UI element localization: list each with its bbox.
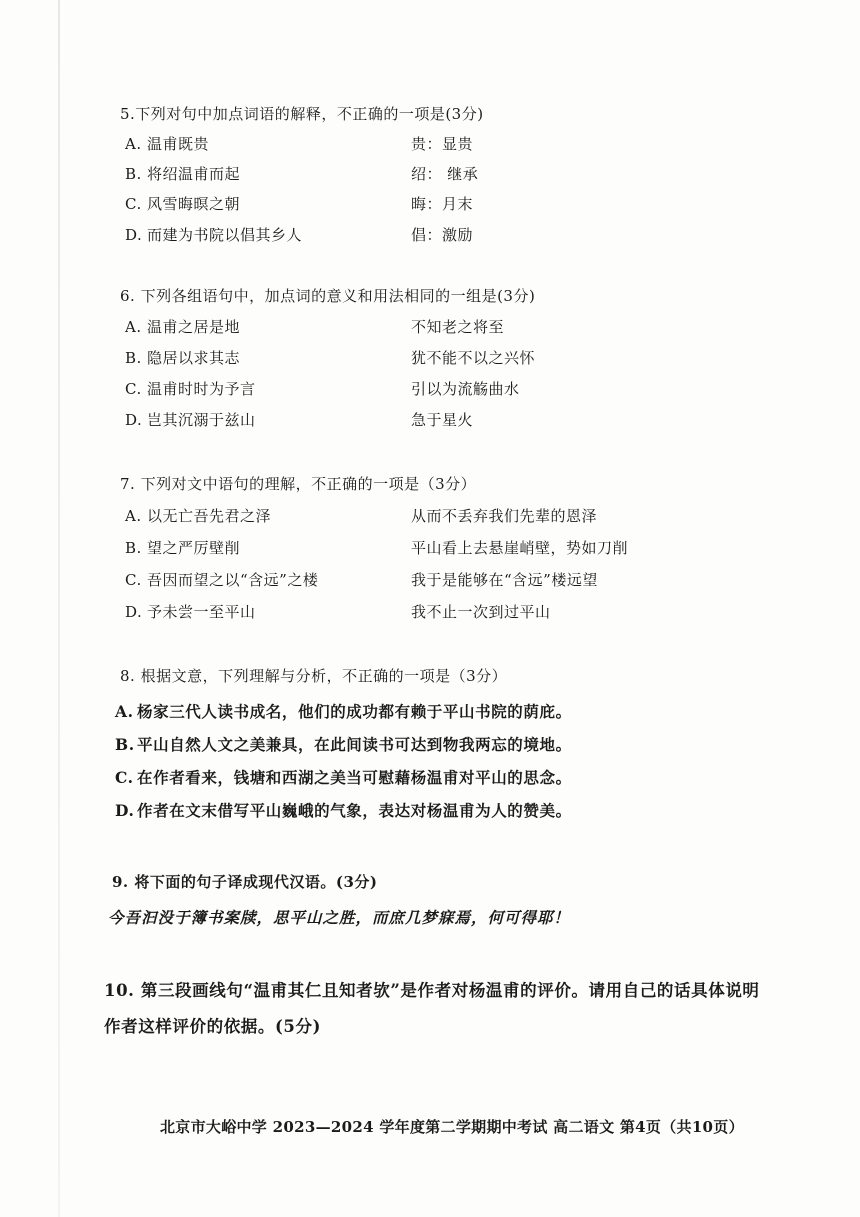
q10-line1-text: 10. 第三段画线句“温甫其仁且知者欤”是作者对杨温甫的评价。请用自己的话具体说明 <box>104 981 760 1000</box>
q9-stem <box>112 871 378 892</box>
option-letter: C. <box>115 768 134 787</box>
option-left-text: 以无亡吾先君之泽 <box>147 507 272 525</box>
option-right-text: 我于是能够在“含远”楼远望 <box>411 571 598 589</box>
q6-option-d-left <box>125 409 256 430</box>
option-letter: D. <box>115 801 135 820</box>
option-right-text: 从而不丢弃我们先辈的恩泽 <box>411 507 598 525</box>
q5-option-d <box>125 224 302 245</box>
q10-stem-line1 <box>104 977 760 1001</box>
q7-option-c-left <box>125 569 318 590</box>
option-letter: D. <box>125 226 143 244</box>
option-gloss: 绍： 继承 <box>411 165 479 183</box>
q5-stem <box>120 103 484 124</box>
option-sentence: 风雪晦暝之朝 <box>147 195 241 213</box>
option-letter: B. <box>125 539 142 557</box>
page-footer <box>160 1116 744 1137</box>
q5-gloss-c <box>411 193 473 214</box>
option-left-text: 温甫之居是地 <box>147 318 241 336</box>
q9-stem-text: 9. 将下面的句子译成现代汉语。(3分) <box>112 873 378 891</box>
option-right-text: 不知老之将至 <box>411 318 505 336</box>
q8-option-a <box>115 700 572 722</box>
q6-option-b-right <box>411 347 535 368</box>
option-left-text: 望之严厉壁削 <box>147 539 241 557</box>
option-letter: C. <box>125 380 142 398</box>
footer-text: 北京市大峪中学 2023—2024 学年度第二学期期中考试 高二语文 第4页（共10页） <box>160 1118 744 1136</box>
q7-stem-text: 7. 下列对文中语句的理解，不正确的一项是（3分） <box>120 475 477 493</box>
q8-option-c <box>115 766 572 788</box>
q8-option-b <box>115 733 572 755</box>
q7-stem <box>120 473 476 494</box>
q7-option-a-left <box>125 505 271 526</box>
q7-option-a-right <box>411 505 597 526</box>
option-gloss: 倡：激励 <box>411 226 474 244</box>
q6-option-a-right <box>411 316 504 337</box>
q7-option-d-left <box>125 601 256 622</box>
q6-option-b-left <box>125 347 240 368</box>
option-text: 作者在文末借写平山巍峨的气象，表达对杨温甫为人的赞美。 <box>137 801 572 820</box>
q7-option-b-right <box>411 537 628 558</box>
q10-stem-line2 <box>104 1013 321 1037</box>
option-right-text: 我不止一次到过平山 <box>411 603 551 621</box>
option-right-text: 平山看上去悬崖峭壁，势如刀削 <box>411 539 629 557</box>
option-letter: B. <box>125 349 142 367</box>
option-left-text: 隐居以求其志 <box>147 349 241 367</box>
q6-option-d-right <box>411 409 473 430</box>
option-letter: C. <box>125 195 142 213</box>
option-letter: A. <box>125 318 142 336</box>
option-letter: B. <box>115 735 135 754</box>
q7-option-c-right <box>411 569 598 590</box>
option-letter: D. <box>125 411 143 429</box>
q6-option-c-left <box>125 378 256 399</box>
option-right-text: 引以为流觞曲水 <box>411 380 520 398</box>
q6-stem-text: 6. 下列各组语句中，加点词的意义和用法相同的一组是(3分) <box>120 287 536 305</box>
q6-stem <box>120 285 535 306</box>
q8-stem <box>120 665 507 686</box>
option-left-text: 岂其沉溺于兹山 <box>147 411 256 429</box>
q5-gloss-a <box>411 133 473 154</box>
q5-stem-text: 5.下列对句中加点词语的解释，不正确的一项是(3分) <box>120 105 484 123</box>
q7-option-b-left <box>125 537 240 558</box>
option-sentence: 而建为书院以倡其乡人 <box>147 226 303 244</box>
option-text: 在作者看来，钱塘和西湖之美当可慰藉杨温甫对平山的思念。 <box>137 768 572 787</box>
option-sentence: 温甫既贵 <box>147 135 210 153</box>
q7-option-d-right <box>411 601 551 622</box>
q10-line2-text: 作者这样评价的依据。(5分) <box>104 1017 321 1036</box>
option-letter: D. <box>125 603 143 621</box>
option-left-text: 温甫时时为予言 <box>147 380 256 398</box>
option-gloss: 晦：月末 <box>411 195 474 213</box>
q8-option-d <box>115 799 572 821</box>
q9-sentence-text: 今吾汩没于簿书案牍，思平山之胜，而庶几梦寐焉，何可得耶！ <box>108 908 571 927</box>
option-letter: A. <box>125 507 142 525</box>
option-left-text: 吾因而望之以“含远”之楼 <box>147 571 319 589</box>
option-text: 杨家三代人读书成名，他们的成功都有赖于平山书院的荫庇。 <box>137 702 572 721</box>
q5-gloss-d <box>411 224 473 245</box>
option-sentence: 将绍温甫而起 <box>147 165 241 183</box>
q5-option-b <box>125 163 240 184</box>
option-left-text: 予未尝一至平山 <box>147 603 256 621</box>
option-gloss: 贵：显贵 <box>411 135 474 153</box>
q6-option-c-right <box>411 378 520 399</box>
option-text: 平山自然人文之美兼具，在此间读书可达到物我两忘的境地。 <box>137 735 572 754</box>
q9-classical-sentence <box>108 906 570 928</box>
option-letter: C. <box>125 571 142 589</box>
q5-gloss-b <box>411 163 478 184</box>
q6-option-a-left <box>125 316 240 337</box>
option-right-text: 犹不能不以之兴怀 <box>411 349 536 367</box>
option-letter: A. <box>125 135 142 153</box>
option-letter: A. <box>115 702 134 721</box>
q5-option-c <box>125 193 240 214</box>
option-letter: B. <box>125 165 142 183</box>
q8-stem-text: 8. 根据文意，下列理解与分析，不正确的一项是（3分） <box>120 667 508 685</box>
page-edge <box>58 0 60 1217</box>
option-right-text: 急于星火 <box>411 411 474 429</box>
q5-option-a <box>125 133 209 154</box>
